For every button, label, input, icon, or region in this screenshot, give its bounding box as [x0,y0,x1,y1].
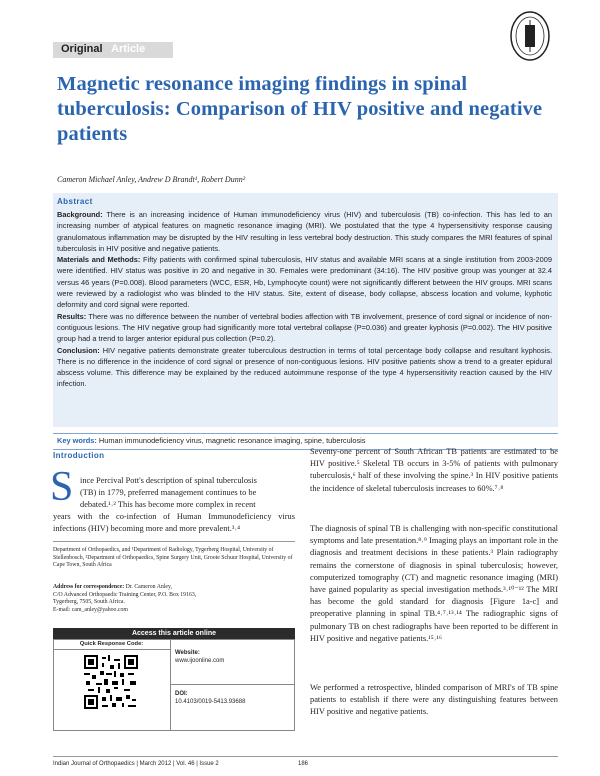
right-paragraph-1: Seventy-one percent of South African TB patients are estimated to be HIV positive.⁵ Skeletal TB occurs in 3-5% of patients with pulmonary tuberculosis,⁶ half of these involving the spine.³ In HIV positive patients the incidence of skeletal tuberculosis increases to 60%.⁷˒⁸ [310,447,558,493]
abstract-heading: Abstract [57,197,93,206]
right-paragraph-2: The diagnosis of spinal TB is challenging with non-specific constitutional symptoms and late presentation.⁸˒⁹ Imaging plays an important role in the diagnosis and treatment decisions in these patients.³ Plain radiography remains the cornerstone of diagnosis in spinal tuberculosis; however, computerized tomography (CT) and magnetic resonance imaging (MRI) have gained popularity as special investigation methods.³˒¹⁰⁻¹² The MRI has become the gold standard for diagnosis [Figure 1a-c] and preoperative planning in spinal TB.⁴˒⁷˒¹³˒¹⁴ The radiographic signs of pulmonary TB on chest radiographs have been reported to be different in HIV positive and negative patients.¹⁵˒¹⁶ [310,524,558,643]
page-number: 186 [298,761,309,767]
journal-seal-icon [509,10,551,62]
keywords-value: Human immunodeficiency virus, magnetic resonance imaging, spine, tuberculosis [98,436,366,445]
doi-link[interactable]: 10.4103/0019-5413.93688 [175,699,246,705]
right-paragraph-3: We performed a retrospective, blinded comparison of MRI's of TB spine patients to establish if there were any distinguishing features between HIV positive and negative patients. [310,683,558,717]
footer-journal: Indian Journal of Orthopaedics | March 2012 | Vol. 46 | Issue 2 [53,761,219,767]
website-label: Website: [175,650,200,656]
introduction-dropcap: S [50,464,74,510]
keywords-divider-top [53,433,558,434]
correspondence-line2: C/O Advanced Orthopaedic Training Center, P.O. Box 19163, [53,591,197,598]
correspondence-label: Address for correspondence: [53,584,125,590]
intro-rest: years with the co-infection of Human Immunodeficiency virus infections (HIV) becoming more and more prevalent.³˒⁴ [53,512,295,534]
intro-line-2: (TB) in 1779, preferred management continues to be [80,488,257,497]
background-label: Background: [57,210,103,219]
results-text: There was no difference between the number of vertebral bodies affection with TB involvement, presence of cord signal or incidence of non-contiguous lesions. The HIV negative group had significantly more total vertebral collapse (P=0.036) and greater kyphosis (P=0.002). The HIV positive group had a trend to larger anterior epidural pus collection (P=0.2). [57,311,552,344]
results-label: Results: [57,311,87,321]
background-text: There is an increasing incidence of Human immunodeficiency virus (HIV) and tuberculosis (TB) co-infection. This has led to an increasing number of atypical features on magnetic resonance imaging (MRI). We postulated that the type 4 hypersensitivity response causing granulomatous inflammation may be disrupted by the HIV resulting in less vertebral body destruction. This study compares the MRI features of spinal tuberculosis in HIV positive and negative patients. [57,210,552,253]
keywords [57,436,366,445]
authors: Cameron Michael Anley, Andrew D Brandt¹, Robert Dunn² [57,175,246,184]
access-heading: Access this article online [53,628,295,639]
access-column-divider [170,639,171,731]
conclusion-text: HIV negative patients demonstrate greater tuberculous destruction in terms of total percentage body collapse and resultant kyphosis. There is no difference in the incidence of cord signal or presence of non-contiguous lesions. HIV positive patients show a trend to a greater epidural abscess volume. This difference may be explained by the reduced autoimmune response of the type 4 hypersensitivity reaction caused by the HIV infection. [57,345,552,389]
footer-divider [53,756,558,757]
qr-code-icon [84,655,138,709]
keywords-label: Key words: [57,436,97,445]
abstract-body [57,209,552,390]
methods-label: Materials and Methods: [57,255,141,265]
website-link[interactable]: www.ijoonline.com [175,658,225,664]
correspondence-name: Dr. Cameron Anley, [124,584,172,590]
introduction-heading: Introduction [53,451,105,460]
correspondence [53,584,295,614]
correspondence-email: E-mail: cam_anley@yahoo.com [53,606,128,613]
qr-label-divider [53,649,170,650]
intro-line-1: ince Percival Pott's description of spinal tuberculosis [80,476,257,485]
badge-word-original: Original [61,43,103,55]
badge-word-article: Article [111,43,146,55]
article-title: Magnetic resonance imaging findings in spinal tuberculosis: Comparison of HIV positive and negative patients [57,73,543,145]
affiliation-divider [53,541,295,542]
qr-label: Quick Response Code: [79,641,144,647]
correspondence-line3: Tygerberg, 7505, South Africa. [53,599,125,606]
methods-text: Fifty patients with confirmed spinal tuberculosis, HIV status and available MRI scans at a single institution from 2003-2009 were identified. HIV status was positive in 20 and negative in 30. Females were predominant (34:16). The HIV positive group was younger at 32.4 versus 46 years (P=0.008). Blood parameters (WCC, ESR, Hb, Lymphocyte count) were not significantly different between the HIV groups. MRI scans were reviewed by a radiologist who was blinded to the HIV status. Site, extent of disease, body collapse, abscess location and volume, kyphotic deformity and cord signal were reported. [57,255,552,310]
access-row-divider [170,684,295,685]
article-type-badge [53,42,173,58]
doi-label: DOI: [175,691,188,697]
intro-line-3: debated.¹˒² This has become more complex in recent [80,500,256,509]
affiliations: Department of Orthopaedics, and ¹Department of Radiology, Tygerberg Hospital, University of Stellenbosch, ²Department of Orthopaedics, Spine Surgery Unit, Groote Schuur Hospital, University of Cape Town, South Africa [53,547,293,569]
conclusion-label: Conclusion: [57,345,100,355]
